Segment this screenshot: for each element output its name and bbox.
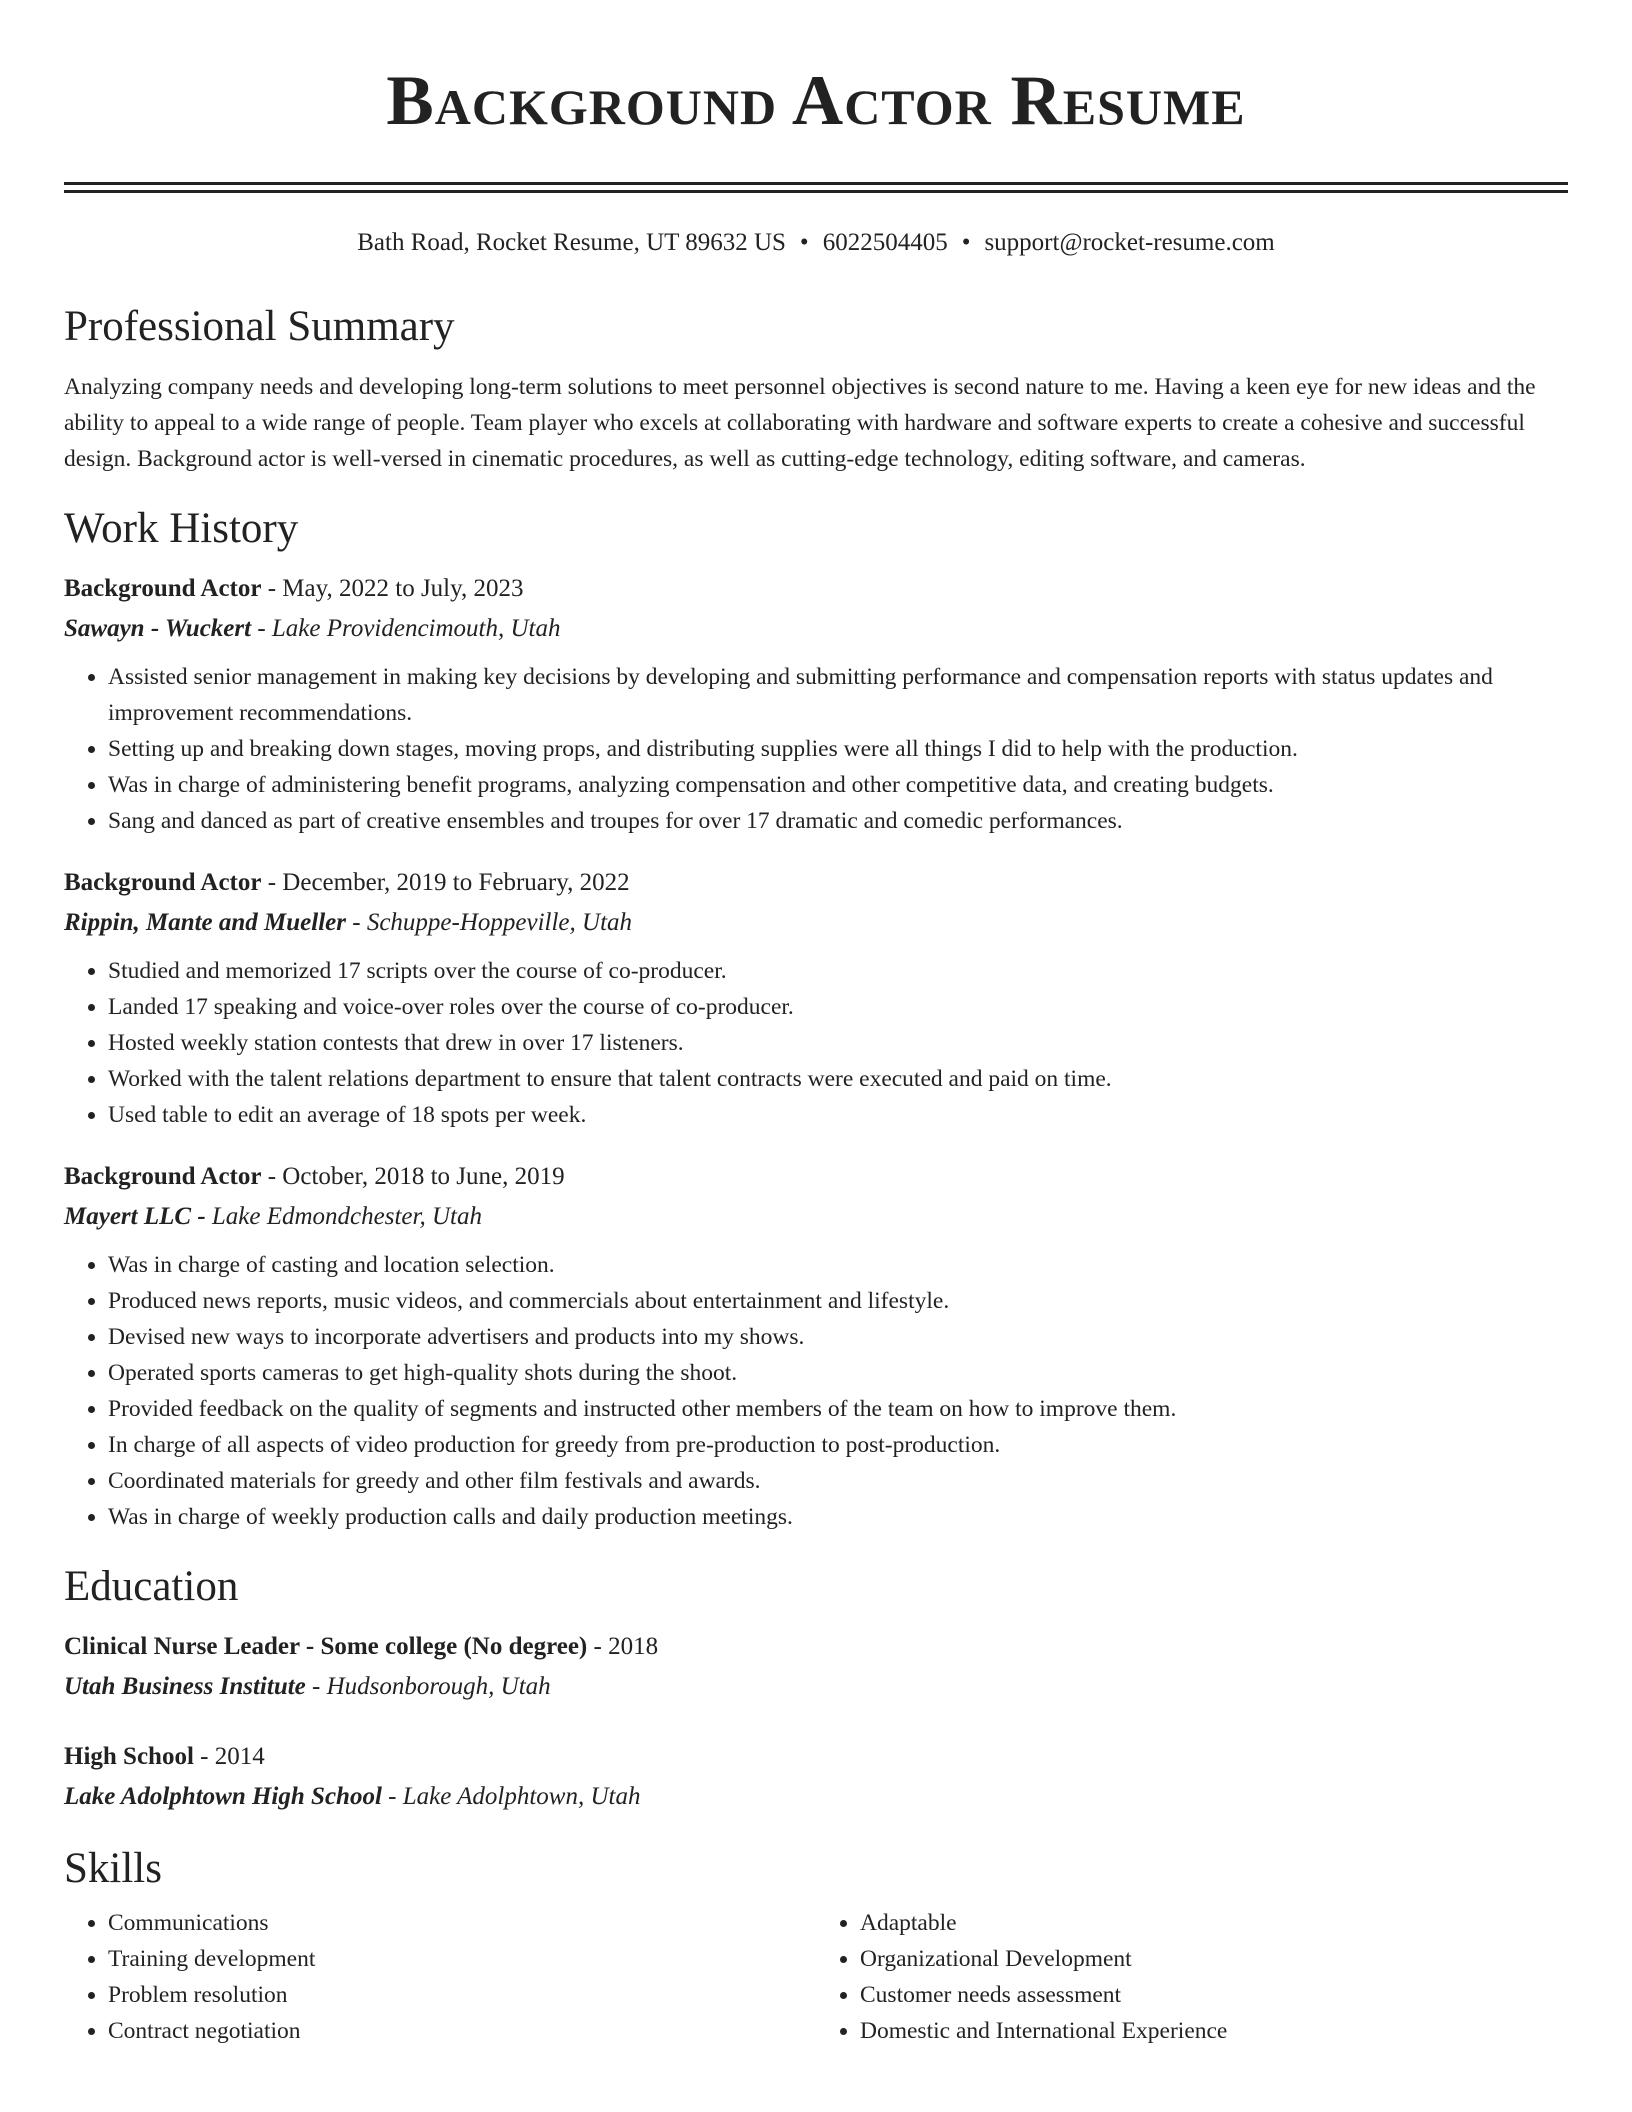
job-title: Background Actor	[64, 1163, 262, 1190]
skill-item: • Training development	[108, 1941, 816, 1977]
skill-item: • Customer needs assessment	[860, 1977, 1568, 2013]
education-year: - 2018	[587, 1633, 659, 1660]
job-bullet: • Was in charge of weekly production calls and daily production meetings.	[108, 1499, 1568, 1535]
education-school: Lake Adolphtown High School	[64, 1783, 382, 1810]
job-bullet: • Sang and danced as part of creative ensembles and troupes for over 17 dramatic and comedic performances.	[108, 803, 1568, 839]
resume-title: Background Actor Resume	[386, 62, 1246, 140]
job-bullets	[64, 1247, 1568, 1535]
job-bullet: • In charge of all aspects of video production for greedy from pre-production to post-production.	[108, 1427, 1568, 1463]
job-bullet: • Produced news reports, music videos, and commercials about entertainment and lifestyle.	[108, 1283, 1568, 1319]
contact-email: support@rocket-resume.com	[984, 229, 1275, 256]
job-location: Lake Edmondchester, Utah	[211, 1203, 482, 1230]
job-location: - Schuppe-Hoppeville, Utah	[346, 909, 633, 936]
job-company-line	[64, 903, 1568, 943]
skills-right-column	[816, 1905, 1568, 2049]
job-bullet: • Coordinated materials for greedy and other film festivals and awards.	[108, 1463, 1568, 1499]
skill-item: • Problem resolution	[108, 1977, 816, 2013]
skill-item: • Domestic and International Experience	[860, 2013, 1568, 2049]
contact-address: Bath Road, Rocket Resume, UT 89632 US	[357, 229, 786, 256]
education-school-line	[64, 1667, 1568, 1707]
job-bullet: • Assisted senior management in making key decisions by developing and submitting performance and compensation reports with status updates and improvement recommendations.	[108, 659, 1568, 731]
education-location: - Lake Adolphtown, Utah	[381, 1783, 641, 1810]
contact-separator: •	[799, 229, 809, 256]
skill-item: • Organizational Development	[860, 1941, 1568, 1977]
job-bullet: • Was in charge of casting and location selection.	[108, 1247, 1568, 1283]
job-bullet: • Hosted weekly station contests that drew in over 17 listeners.	[108, 1025, 1568, 1061]
job-company-line	[64, 1197, 1568, 1237]
job-bullet: • Studied and memorized 17 scripts over the course of co-producer.	[108, 953, 1568, 989]
skill-item: • Communications	[108, 1905, 816, 1941]
skill-item: • Adaptable	[860, 1905, 1568, 1941]
education-entry	[64, 1737, 1568, 1817]
section-heading-skills: Skills	[64, 1845, 162, 1892]
summary-text: Analyzing company needs and developing long-term solutions to meet personnel objectives is second nature to me. Having a keen eye for new ideas and the ability to appeal to a wide range of people. Team player who excels at collaborating with hardware and software experts to create a cohesive and successful design. Background actor is well-versed in cinematic procedures, as well as cutting-edge technology, editing software, and cameras.	[64, 374, 1536, 472]
job-bullet: • Worked with the talent relations department to ensure that talent contracts were executed and paid on time.	[108, 1061, 1568, 1097]
job-dates: - October, 2018 to June, 2019	[261, 1163, 565, 1190]
education-degree: Clinical Nurse Leader - Some college (No degree)	[64, 1633, 588, 1660]
contact-line	[64, 227, 1568, 259]
job-bullet: • Was in charge of administering benefit programs, analyzing compensation and other competitive data, and creating budgets.	[108, 767, 1568, 803]
job-bullet: • Devised new ways to incorporate advertisers and products into my shows.	[108, 1319, 1568, 1355]
job-bullets	[64, 953, 1568, 1133]
section-heading-summary: Professional Summary	[64, 303, 455, 350]
job-dates: - December, 2019 to February, 2022	[261, 869, 630, 896]
education-location: - Hudsonborough, Utah	[305, 1673, 551, 1700]
contact-separator: •	[961, 229, 971, 256]
job-entry	[64, 569, 1568, 839]
education-entry	[64, 1627, 1568, 1707]
job-bullet: • Landed 17 speaking and voice-over roles over the course of co-producer.	[108, 989, 1568, 1025]
job-bullet: • Setting up and breaking down stages, moving props, and distributing supplies were all things I did to help with the production.	[108, 731, 1568, 767]
education-year: - 2014	[193, 1743, 265, 1770]
section-heading-work: Work History	[64, 505, 299, 552]
job-bullets	[64, 659, 1568, 839]
job-entry	[64, 863, 1568, 1133]
job-company: Sawayn - Wuckert	[64, 615, 252, 642]
title-double-rule	[64, 182, 1568, 193]
job-bullet: • Used table to edit an average of 18 spots per week.	[108, 1097, 1568, 1133]
skill-item: • Contract negotiation	[108, 2013, 816, 2049]
job-dates: - May, 2022 to July, 2023	[261, 575, 524, 602]
job-bullet: • Provided feedback on the quality of segments and instructed other members of the team on how to improve them.	[108, 1391, 1568, 1427]
skills-left-column	[64, 1905, 816, 2049]
skills-columns	[64, 1905, 1568, 2049]
job-title: Background Actor	[64, 869, 262, 896]
education-degree-line	[64, 1627, 1568, 1667]
education-school: Utah Business Institute	[64, 1673, 306, 1700]
contact-phone: 6022504405	[822, 229, 948, 256]
job-title-line	[64, 569, 1568, 609]
education-school-line	[64, 1777, 1568, 1817]
job-title-line	[64, 1157, 1568, 1197]
job-bullet: • Operated sports cameras to get high-quality shots during the shoot.	[108, 1355, 1568, 1391]
job-title: Background Actor	[64, 575, 262, 602]
job-company-line	[64, 609, 1568, 649]
education-degree: High School	[64, 1743, 194, 1770]
education-degree-line	[64, 1737, 1568, 1777]
section-heading-education: Education	[64, 1563, 239, 1610]
job-company: Rippin, Mante and Mueller	[64, 909, 346, 936]
job-title-line	[64, 863, 1568, 903]
job-entry	[64, 1157, 1568, 1535]
job-company: Mayert LLC -	[64, 1203, 212, 1230]
job-location: - Lake Providencimouth, Utah	[251, 615, 561, 642]
